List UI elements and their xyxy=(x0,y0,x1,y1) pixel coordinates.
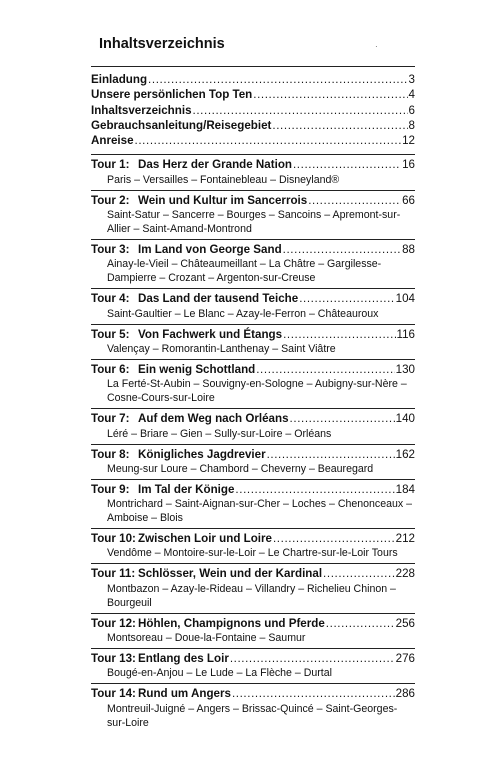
page-number: 212 xyxy=(395,532,415,546)
page-number: 184 xyxy=(395,482,415,496)
page-number: 66 xyxy=(402,193,415,207)
tour-entry[interactable] xyxy=(91,360,415,408)
tour-label: Tour 9: xyxy=(91,482,130,496)
tour-title: Entlang des Loir xyxy=(138,652,229,666)
leader-dots xyxy=(232,686,395,701)
page-number: 140 xyxy=(395,412,415,426)
tour-label: Tour 6: xyxy=(91,362,130,376)
tour-label: Tour 8: xyxy=(91,447,130,461)
tour-entry[interactable] xyxy=(91,564,415,612)
leader-dots xyxy=(293,157,401,172)
front-matter-list xyxy=(91,67,415,154)
toc-entry[interactable] xyxy=(91,118,415,133)
page-number: 276 xyxy=(395,652,415,666)
tour-places: Saint-Satur – Sancerre – Bourges – Sancoins – Apremont-sur-Allier – Saint-Amand-Montrond xyxy=(107,209,401,236)
tour-entry[interactable] xyxy=(91,445,415,479)
page-number: 3 xyxy=(408,73,415,86)
toc-entry[interactable] xyxy=(91,87,415,102)
page-number: 256 xyxy=(395,616,415,630)
tour-places: Meung-sur Loure – Chambord – Cheverny – Beauregard xyxy=(107,462,374,475)
tour-label: Tour 10: xyxy=(91,532,136,546)
tour-label: Tour 13: xyxy=(91,652,136,666)
tour-label: Tour 14: xyxy=(91,687,136,701)
entry-title: Einladung xyxy=(91,73,148,86)
leader-dots xyxy=(230,651,395,666)
leader-dots xyxy=(283,242,401,257)
entry-title: Gebrauchsanleitung/Reisegebiet xyxy=(91,118,272,132)
entry-title: Inhaltsverzeichnis xyxy=(91,103,192,117)
page-number: 286 xyxy=(395,687,415,701)
leader-dots xyxy=(235,482,394,497)
leader-dots xyxy=(283,327,395,342)
tour-places: Bougé-en-Anjou – Le Lude – La Flèche – Durtal xyxy=(107,667,332,680)
tour-label: Tour 12: xyxy=(91,616,136,630)
tour-title: Wein und Kultur im Sancerrois xyxy=(138,193,308,207)
leader-dots xyxy=(193,103,408,118)
tour-title: Rund um Angers xyxy=(138,687,231,701)
tour-title: Im Tal der Könige xyxy=(138,482,235,496)
tour-entry[interactable] xyxy=(91,614,415,648)
leader-dots xyxy=(323,566,395,581)
tour-title: Schlösser, Wein und der Kardinal xyxy=(138,567,323,581)
tour-entry[interactable] xyxy=(91,480,415,528)
page-number: 8 xyxy=(408,118,415,132)
tour-label: Tour 3: xyxy=(91,243,130,257)
tour-entry[interactable] xyxy=(91,191,415,239)
tour-title: Auf dem Weg nach Orléans xyxy=(138,412,289,426)
tour-title: Höhlen, Champignons und Pferde xyxy=(138,616,325,630)
speck-mark: · xyxy=(375,42,378,51)
page-number: 228 xyxy=(395,567,415,581)
leader-dots xyxy=(299,291,394,306)
page-number: 116 xyxy=(396,327,415,341)
tour-places: Valençay – Romorantin-Lanthenay – Saint Viâtre xyxy=(107,342,336,355)
tour-label: Tour 7: xyxy=(91,412,130,426)
page-number: 4 xyxy=(408,88,415,102)
tour-title: Das Herz der Grande Nation xyxy=(138,158,292,172)
tour-title: Von Fachwerk und Étangs xyxy=(138,327,283,341)
leader-dots xyxy=(326,616,395,631)
leader-dots xyxy=(253,87,407,102)
tour-label: Tour 1: xyxy=(91,158,130,172)
toc-entry[interactable] xyxy=(91,103,415,118)
leader-dots xyxy=(308,193,401,208)
tour-title: Ein wenig Schottland xyxy=(138,362,256,376)
leader-dots xyxy=(290,411,395,426)
leader-dots xyxy=(256,362,394,377)
tour-places: Montreuil-Juigné – Angers – Brissac-Quincé – Saint-Georges-sur-Loire xyxy=(107,702,398,729)
leader-dots xyxy=(267,447,395,462)
leader-dots xyxy=(135,133,402,148)
tour-title: Im Land von George Sand xyxy=(138,243,282,257)
tour-places: La Ferté-St-Aubin – Souvigny-en-Sologne – Aubigny-sur-Nère – Cosne-Cours-sur-Loire xyxy=(107,378,407,405)
toc-heading: Inhaltsverzeichnis xyxy=(99,36,225,52)
tour-places: Vendôme – Montoire-sur-le-Loir – Le Chartre-sur-le-Loir Tours xyxy=(107,547,398,560)
tour-entry[interactable] xyxy=(91,409,415,443)
entry-title: Unsere persönlichen Top Ten xyxy=(91,88,253,102)
page-number: 6 xyxy=(408,103,415,117)
tour-entry[interactable] xyxy=(91,289,415,323)
tour-places: Saint-Gaultier – Le Blanc – Azay-le-Ferron – Châteauroux xyxy=(107,307,379,320)
tour-places: Montsoreau – Doue-la-Fontaine – Saumur xyxy=(107,632,306,645)
tour-entry[interactable] xyxy=(91,325,415,359)
tour-title: Königliches Jagdrevier xyxy=(138,447,266,461)
page-number: 12 xyxy=(402,134,415,148)
tour-places: Montrichard – Saint-Aignan-sur-Cher – Loches – Chenonceaux – Amboise – Blois xyxy=(107,498,413,525)
tour-places: Paris – Versailles – Fontainebleau – Disneyland® xyxy=(107,173,340,186)
tour-places: Ainay-le-Vieil – Châteaumeillant – La Châtre – Gargilesse-Dampierre – Crozant – Argenton-sur-Creuse xyxy=(107,258,382,285)
tour-entry[interactable] xyxy=(91,240,415,288)
toc-entry[interactable] xyxy=(91,72,415,87)
entry-title: Anreise xyxy=(91,134,134,148)
toc-page xyxy=(91,36,415,733)
page-number: 88 xyxy=(402,243,415,257)
tour-places: Montbazon – Azay-le-Rideau – Villandry – Richelieu Chinon – Bourgeuil xyxy=(107,582,396,609)
tour-label: Tour 2: xyxy=(91,193,130,207)
leader-dots xyxy=(273,531,395,546)
leader-dots xyxy=(272,118,407,133)
page-number: 104 xyxy=(395,292,415,306)
leader-dots xyxy=(148,72,408,87)
tour-places: Léré – Briare – Gien – Sully-sur-Loire – Orléans xyxy=(107,427,332,440)
page-number: 16 xyxy=(402,158,415,172)
tour-label: Tour 5: xyxy=(91,327,130,341)
tour-entry[interactable] xyxy=(91,684,415,732)
tour-entry[interactable] xyxy=(91,155,415,189)
tour-list xyxy=(91,155,415,732)
tour-title: Zwischen Loir und Loire xyxy=(138,532,272,546)
tour-entry[interactable] xyxy=(91,649,415,683)
tour-entry[interactable] xyxy=(91,529,415,563)
page-number: 162 xyxy=(395,447,415,461)
tour-label: Tour 4: xyxy=(91,292,130,306)
page-number: 130 xyxy=(395,362,415,376)
tour-label: Tour 11: xyxy=(91,567,136,581)
tour-title: Das Land der tausend Teiche xyxy=(138,292,299,306)
toc-entry[interactable] xyxy=(91,133,415,148)
